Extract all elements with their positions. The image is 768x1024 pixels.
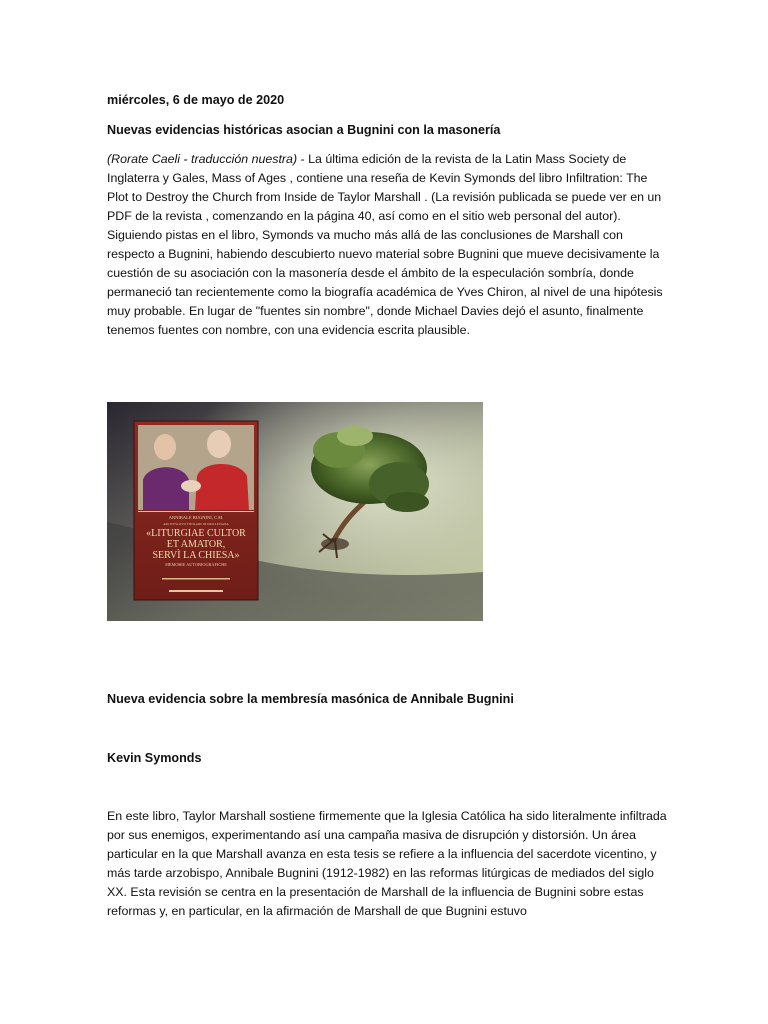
book-title-line-3: SERVÌ LA CHIESA» <box>152 550 240 561</box>
body-paragraph: En este libro, Taylor Marshall sostiene firmemente que la Iglesia Católica ha sido literalmente infiltrada por sus enemigos, experimentando así una campaña masiva de disrupción y distorsión. Un área particular en la que Marshall avanza en esta tesis se refiere a la influencia del sacerdote vicentino, y más tarde arzobispo, Annibale Bugnini (1912-1982) en las reformas litúrgicas de mediados del siglo XX. Esta revisión se centra en la presentación de Marshall de la influencia de Bugnini sobre estas reformas y, en particular, en la afirmación de Marshall de que Bugnini estuvo <box>107 809 667 918</box>
article-author: Kevin Symonds <box>107 751 202 765</box>
book-title-line-1: «LITURGIAE CULTOR <box>146 528 246 539</box>
book-cover <box>134 421 258 600</box>
post-date: miércoles, 6 de mayo de 2020 <box>107 93 285 107</box>
post-title: Nuevas evidencias históricas asocian a Bugnini con la masonería <box>107 123 501 137</box>
book-and-tree-image <box>107 402 483 621</box>
book-author-line: ANNIBALE BUGNINI, C.M. <box>168 515 224 520</box>
intro-paragraph <box>107 150 667 340</box>
intro-text: - La última edición de la revista de la Latin Mass Society de Inglaterra y Gales, Mass of Ages , contiene una reseña de Kevin Symonds del libro Infiltration: The Plot to Destroy the Church from Inside de Taylor Marshall . (La revisión publicada se puede ver en un PDF de la revista , comenzando en la página 40, así como en el sitio web personal del autor). Siguiendo pistas en el libro, Symonds va mucho más allá de las conclusiones de Marshall con respecto a Bugnini, habiendo descubierto nuevo material sobre Bugnini que mueve decisivamente la cuestión de su asociación con la masonería desde el ámbito de la especulación sombría, donde permaneció tan recientemente como la biografía académica de Yves Chiron, al nivel de una hipótesis muy probable. En lugar de "fuentes sin nombre", donde Michael Davies dejó el asunto, finalmente tenemos fuentes con nombre, con una evidencia escrita plausible. <box>107 152 663 337</box>
book-title-line-2: ET AMATOR, <box>166 539 226 550</box>
intro-source: (Rorate Caeli - traducción nuestra) <box>107 152 298 166</box>
book-subtitle-line: ARCIVESCOVO TITOLARE DI DIOCLEZIANA <box>163 522 229 526</box>
section-heading: Nueva evidencia sobre la membresía masónica de Annibale Bugnini <box>107 692 514 706</box>
book-title-line-4: MEMORIE AUTOBIOGRAFICHE <box>165 562 227 567</box>
